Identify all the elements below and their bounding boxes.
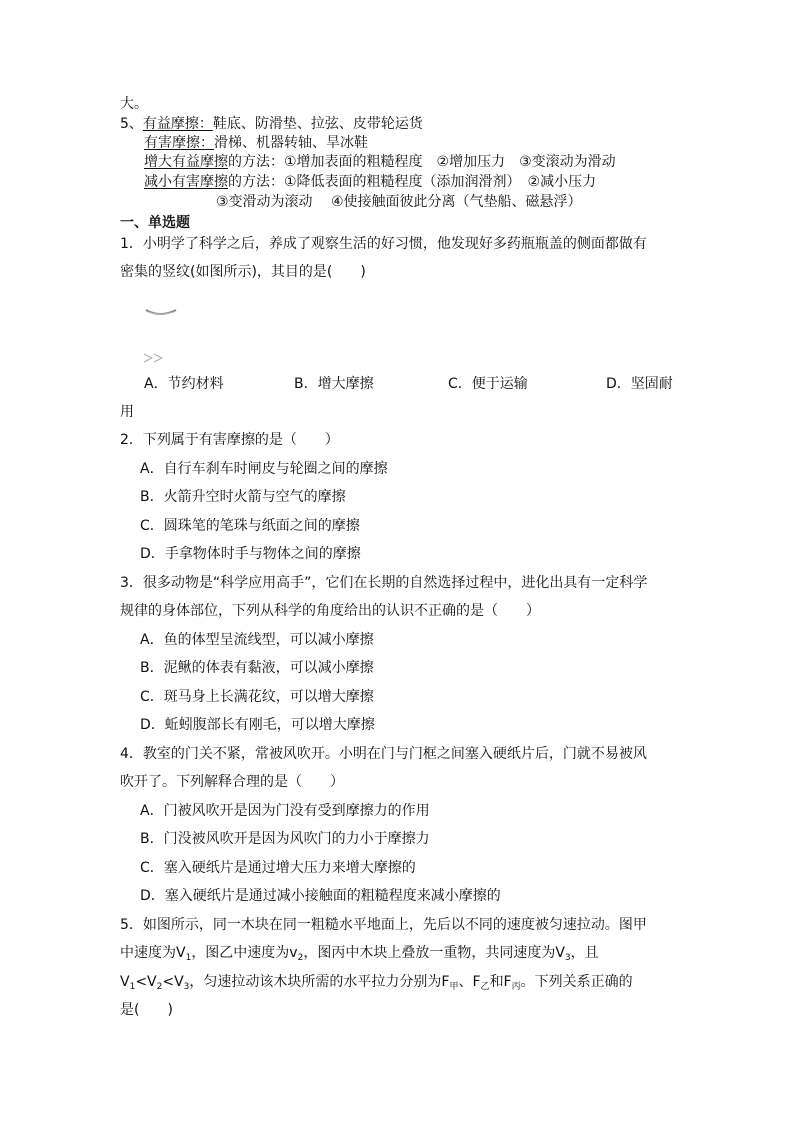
q4-option-a[interactable]: A．门被风吹开是因为门没有受到摩擦力的作用	[140, 803, 430, 819]
cap-ridges-mark	[144, 354, 162, 362]
bottle-cap-figure	[140, 292, 200, 372]
q5-sub: 丙	[511, 982, 521, 992]
decrease-text: 的方法：①降低表面的粗糙程度（添加润滑剂） ②减小压力	[228, 174, 597, 190]
note-line-0: 大。	[120, 96, 148, 112]
harmful-text: 滑梯、机器转轴、旱冰鞋	[214, 135, 368, 151]
note-decrease	[144, 172, 596, 192]
note-beneficial	[120, 114, 423, 134]
q1-option-d-cont: 用	[120, 404, 134, 420]
q1-option-b[interactable]: B．增大摩擦	[294, 376, 374, 392]
q4-stem-line2: 吹开了。下列解释合理的是（ ）	[120, 774, 344, 790]
decrease-label: 减小有害摩擦	[144, 174, 228, 190]
q1-stem-line2: 密集的竖纹(如图所示)，其目的是( )	[120, 264, 366, 280]
q5-text: ，且	[570, 945, 599, 961]
section-title: 一、单选题	[120, 215, 190, 231]
q5-text: <V	[135, 974, 157, 990]
beneficial-label: 有益摩擦：	[142, 116, 213, 132]
q2-option-b[interactable]: B．火箭升空时火箭与空气的摩擦	[140, 489, 346, 505]
q5-stem-line3	[120, 972, 633, 997]
q5-text: 。下列关系正确的	[520, 974, 633, 990]
increase-text: 的方法：①增加表面的粗糙程度 ②增加压力 ③变滚动为滑动	[228, 154, 616, 170]
q5-text: 和F	[489, 974, 512, 990]
q4-option-b[interactable]: B．门没被风吹开是因为风吹门的力小于摩擦力	[140, 831, 430, 847]
q5-text: ，图丙中木块上叠放一重物，共同速度为V	[303, 945, 565, 961]
q1-option-d[interactable]: D．坚固耐	[606, 376, 673, 392]
beneficial-text: 鞋底、防滑垫、拉弦、皮带轮运货	[212, 116, 423, 132]
q3-option-a[interactable]: A．鱼的体型呈流线型，可以减小摩擦	[140, 632, 374, 648]
q3-stem-line2: 规律的身体部位，下列从科学的角度给出的认识不正确的是（ ）	[120, 603, 540, 619]
q5-text: V	[120, 974, 130, 990]
q3-stem-line1: 3．很多动物是“科学应用高手”，它们在长期的自然选择过程中，进化出具有一定科学	[120, 575, 648, 591]
q1-stem-line1: 1．小明学了科学之后，养成了观察生活的好习惯，他发现好多药瓶瓶盖的侧面都做有	[120, 236, 647, 252]
q5-sub: 1	[129, 982, 136, 992]
q5-text: 、F	[458, 974, 481, 990]
q5-stem-line1: 5．如图所示，同一木块在同一粗糙水平地面上，先后以不同的速度被匀速拉动。图甲	[120, 917, 647, 933]
q2-stem: 2．下列属于有害摩擦的是（ ）	[120, 432, 339, 448]
q5-sub: 1	[185, 953, 192, 963]
q5-stem-line2	[120, 943, 599, 968]
q5-text: 中速度为V	[120, 945, 186, 961]
q2-option-a[interactable]: A．自行车刹车时闸皮与轮圈之间的摩擦	[140, 461, 388, 477]
q1-option-a[interactable]: A．节约材料	[144, 376, 224, 392]
q2-option-d[interactable]: D．手拿物体时手与物体之间的摩擦	[140, 546, 361, 562]
q4-option-d[interactable]: D．塞入硬纸片是通过减小接触面的粗糙程度来减小摩擦的	[140, 888, 501, 904]
q5-text: ，图乙中速度为v	[191, 945, 298, 961]
q5-sub: 2	[156, 982, 163, 992]
q5-sub: 2	[297, 953, 304, 963]
q4-option-c[interactable]: C．塞入硬纸片是通过增大压力来增大摩擦的	[140, 860, 416, 876]
note-increase	[144, 152, 616, 172]
item5-prefix: 5、	[120, 116, 143, 132]
q5-sub: 3	[183, 982, 190, 992]
q5-sub: 甲	[449, 982, 459, 992]
increase-label: 增大有益摩擦	[144, 154, 228, 170]
q5-text: <V	[162, 974, 184, 990]
q3-option-c[interactable]: C．斑马身上长满花纹，可以增大摩擦	[140, 689, 374, 705]
q2-option-c[interactable]: C．圆珠笔的笔珠与纸面之间的摩擦	[140, 518, 360, 534]
q3-option-b[interactable]: B．泥鳅的体表有黏液，可以减小摩擦	[140, 660, 374, 676]
q5-sub: 3	[564, 953, 571, 963]
note-decrease-cont: ③变滑动为滚动 ④使接触面彼此分离（气垫船、磁悬浮）	[216, 194, 582, 210]
note-harmful	[144, 133, 368, 153]
q5-stem-line4: 是( )	[120, 1002, 173, 1018]
q4-stem-line1: 4．教室的门关不紧，常被风吹开。小明在门与门框之间塞入硬纸片后，门就不易被风	[120, 746, 647, 762]
q3-option-d[interactable]: D．蚯蚓腹部长有刚毛，可以增大摩擦	[140, 717, 375, 733]
q5-sub: 乙	[480, 982, 490, 992]
cap-top-arc	[146, 310, 176, 314]
harmful-label: 有害摩擦：	[144, 135, 214, 151]
q5-text: ，匀速拉动该木块所需的水平拉力分别为F	[189, 974, 450, 990]
q1-option-c[interactable]: C．便于运输	[448, 376, 528, 392]
